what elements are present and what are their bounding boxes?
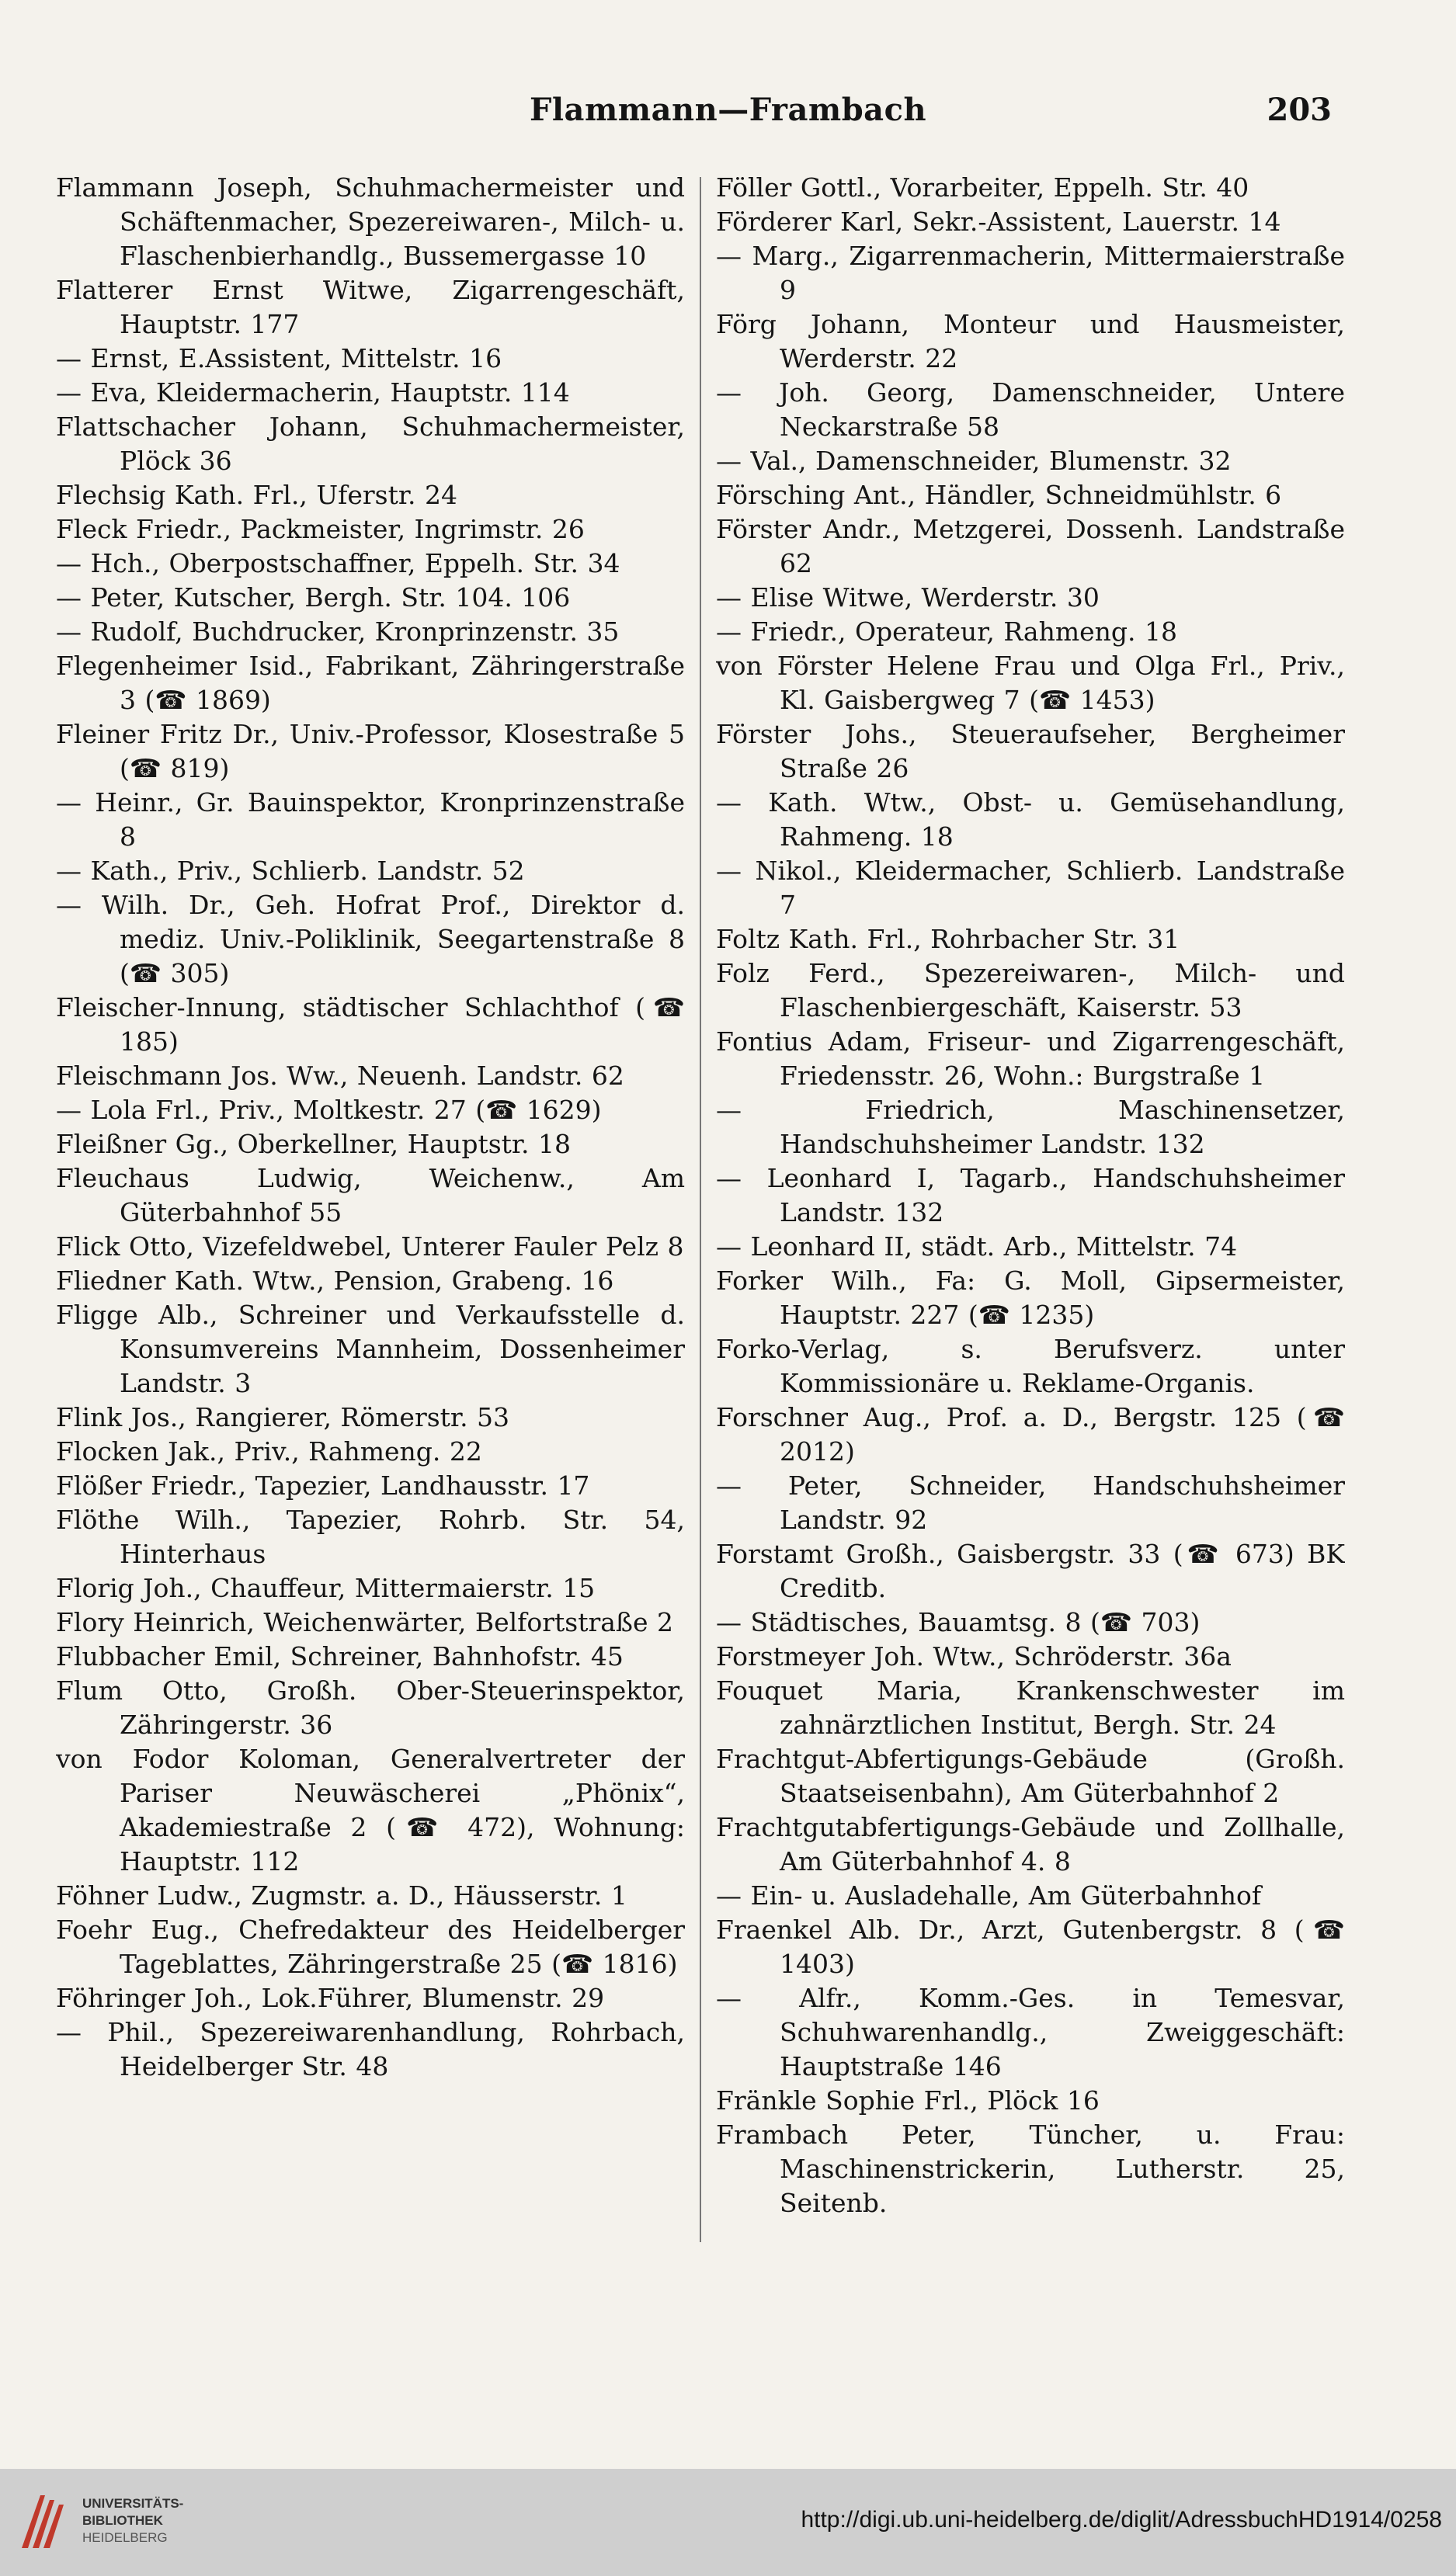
library-name-line2: BIBLIOTHEK bbox=[82, 2513, 163, 2528]
directory-entry: — Wilh. Dr., Geh. Hofrat Prof., Direktor d. mediz. Univ.-Poliklinik, Seegartenstraße 8 (☎ 305) bbox=[56, 890, 685, 988]
directory-entry: Förderer Karl, Sekr.-Assistent, Lauerstr. 14 bbox=[716, 207, 1281, 237]
directory-entry: Frachtgutabfertigungs-Gebäude und Zollhalle, Am Güterbahnhof 4. 8 bbox=[716, 1812, 1345, 1876]
directory-entry: Forstmeyer Joh. Wtw., Schröderstr. 36a bbox=[716, 1641, 1232, 1672]
directory-entry: — Städtisches, Bauamtsg. 8 (☎ 703) bbox=[716, 1607, 1201, 1637]
directory-entry: Forschner Aug., Prof. a. D., Bergstr. 125 (☎ 2012) bbox=[716, 1402, 1345, 1467]
directory-entry: Föller Gottl., Vorarbeiter, Eppelh. Str. 40 bbox=[716, 172, 1249, 203]
directory-columns bbox=[56, 171, 1345, 2283]
directory-entry: Fleischmann Jos. Ww., Neuenh. Landstr. 62 bbox=[56, 1061, 624, 1091]
directory-entry: — Alfr., Komm.-Ges. in Temesvar, Schuhwarenhandlg., Zweiggeschäft: Hauptstraße 146 bbox=[716, 1983, 1345, 2081]
directory-entry: Foehr Eug., Chefredakteur des Heidelberger Tageblattes, Zähringerstraße 25 (☎ 1816) bbox=[56, 1915, 685, 1979]
directory-entry: Flick Otto, Vizefeldwebel, Unterer Fauler Pelz 8 bbox=[56, 1231, 684, 1262]
directory-entry: Fligge Alb., Schreiner und Verkaufsstelle d. Konsumvereins Mannheim, Dossenheimer Landstr. 3 bbox=[56, 1300, 685, 1398]
directory-entry: — Eva, Kleidermacherin, Hauptstr. 114 bbox=[56, 377, 570, 408]
directory-entry: Florig Joh., Chauffeur, Mittermaierstr. 15 bbox=[56, 1573, 596, 1603]
directory-entry: Föhner Ludw., Zugmstr. a. D., Häusserstr. 1 bbox=[56, 1880, 627, 1911]
directory-entry: von Fodor Koloman, Generalvertreter der Pariser Neuwäscherei „Phönix“, Akademiestraße 2 (☎ 472), Wohnung: Hauptstr. 112 bbox=[56, 1744, 685, 1876]
directory-entry: Försching Ant., Händler, Schneidmühlstr. 6 bbox=[716, 480, 1282, 510]
directory-entry: Frambach Peter, Tüncher, u. Frau: Maschinenstrickerin, Lutherstr. 25, Seitenb. bbox=[716, 2119, 1345, 2218]
directory-entry: Flegenheimer Isid., Fabrikant, Zähringerstraße 3 (☎ 1869) bbox=[56, 651, 685, 715]
source-url-link[interactable]: http://digi.ub.uni-heidelberg.de/diglit/AdressbuchHD1914/0258 bbox=[801, 2507, 1442, 2533]
library-name-line3: HEIDELBERG bbox=[82, 2530, 168, 2545]
directory-entry: Förg Johann, Monteur und Hausmeister, Werderstr. 22 bbox=[716, 309, 1345, 373]
directory-entry: — Heinr., Gr. Bauinspektor, Kronprinzenstraße 8 bbox=[56, 787, 685, 852]
directory-entry: Fleiner Fritz Dr., Univ.-Professor, Klosestraße 5 (☎ 819) bbox=[56, 719, 685, 783]
directory-entry: — Ein- u. Ausladehalle, Am Güterbahnhof bbox=[716, 1880, 1262, 1911]
directory-entry: Flattschacher Johann, Schuhmachermeister, Plöck 36 bbox=[56, 411, 685, 476]
directory-entry: Flechsig Kath. Frl., Uferstr. 24 bbox=[56, 480, 457, 510]
directory-entry: Flocken Jak., Priv., Rahmeng. 22 bbox=[56, 1436, 482, 1467]
right-column bbox=[716, 171, 1345, 2283]
directory-entry: Folz Ferd., Spezereiwaren-, Milch- und Flaschenbiergeschäft, Kaiserstr. 53 bbox=[716, 958, 1345, 1022]
directory-entry: — Phil., Spezereiwarenhandlung, Rohrbach, Heidelberger Str. 48 bbox=[56, 2017, 685, 2081]
directory-entry: Fouquet Maria, Krankenschwester im zahnärztlichen Institut, Bergh. Str. 24 bbox=[716, 1675, 1345, 1740]
directory-entry: Flöthe Wilh., Tapezier, Rohrb. Str. 54, Hinterhaus bbox=[56, 1505, 685, 1569]
directory-entry: Foltz Kath. Frl., Rohrbacher Str. 31 bbox=[716, 924, 1180, 954]
directory-entry: — Joh. Georg, Damenschneider, Untere Neckarstraße 58 bbox=[716, 377, 1345, 442]
directory-entry: Fleuchaus Ludwig, Weichenw., Am Güterbahnhof 55 bbox=[56, 1163, 685, 1227]
directory-entry: — Lola Frl., Priv., Moltkestr. 27 (☎ 1629) bbox=[56, 1095, 602, 1125]
directory-entry: Fraenkel Alb. Dr., Arzt, Gutenbergstr. 8 (☎ 1403) bbox=[716, 1915, 1345, 1979]
directory-entry: — Rudolf, Buchdrucker, Kronprinzenstr. 35 bbox=[56, 616, 620, 647]
directory-entry: — Elise Witwe, Werderstr. 30 bbox=[716, 582, 1100, 613]
directory-entry: — Val., Damenschneider, Blumenstr. 32 bbox=[716, 446, 1232, 476]
left-column bbox=[56, 171, 685, 2283]
directory-entry: — Hch., Oberpostschaffner, Eppelh. Str. 34 bbox=[56, 548, 620, 578]
directory-entry: von Förster Helene Frau und Olga Frl., Priv., Kl. Gaisbergweg 7 (☎ 1453) bbox=[716, 651, 1345, 715]
directory-entry: Forstamt Großh., Gaisbergstr. 33 (☎ 673) BK Creditb. bbox=[716, 1539, 1345, 1603]
footer-bar bbox=[0, 2469, 1456, 2576]
directory-entry: — Nikol., Kleidermacher, Schlierb. Landstraße 7 bbox=[716, 856, 1345, 920]
directory-entry: Förster Andr., Metzgerei, Dossenh. Landstraße 62 bbox=[716, 514, 1345, 578]
directory-entry: Flum Otto, Großh. Ober-Steuerinspektor, Zähringerstr. 36 bbox=[56, 1675, 685, 1740]
directory-entry: Flößer Friedr., Tapezier, Landhausstr. 17 bbox=[56, 1470, 590, 1501]
directory-entry: Fontius Adam, Friseur- und Zigarrengeschäft, Friedensstr. 26, Wohn.: Burgstraße 1 bbox=[716, 1026, 1345, 1091]
directory-entry: — Marg., Zigarrenmacherin, Mittermaierstraße 9 bbox=[716, 241, 1345, 305]
directory-entry: Fränkle Sophie Frl., Plöck 16 bbox=[716, 2085, 1100, 2116]
directory-entry: Fleißner Gg., Oberkellner, Hauptstr. 18 bbox=[56, 1129, 572, 1159]
directory-entry: — Ernst, E.Assistent, Mittelstr. 16 bbox=[56, 343, 502, 373]
directory-entry: Föhringer Joh., Lok.Führer, Blumenstr. 29 bbox=[56, 1983, 605, 2013]
directory-entry: Flatterer Ernst Witwe, Zigarrengeschäft, Hauptstr. 177 bbox=[56, 275, 685, 339]
directory-entry: Frachtgut-Abfertigungs-Gebäude (Großh. Staatseisenbahn), Am Güterbahnhof 2 bbox=[716, 1744, 1345, 1808]
directory-entry: Fleck Friedr., Packmeister, Ingrimstr. 26 bbox=[56, 514, 585, 544]
directory-entry: — Friedr., Operateur, Rahmeng. 18 bbox=[716, 616, 1178, 647]
university-library-logo-icon bbox=[17, 2491, 71, 2553]
directory-entry: — Peter, Schneider, Handschuhsheimer Landstr. 92 bbox=[716, 1470, 1345, 1535]
column-divider bbox=[700, 177, 701, 2242]
directory-entry: — Peter, Kutscher, Bergh. Str. 104. 106 bbox=[56, 582, 571, 613]
directory-entry: — Kath. Wtw., Obst- u. Gemüsehandlung, Rahmeng. 18 bbox=[716, 787, 1345, 852]
library-name-line1: UNIVERSITÄTS- bbox=[82, 2496, 184, 2511]
directory-entry: Flory Heinrich, Weichenwärter, Belfortstraße 2 bbox=[56, 1607, 673, 1637]
directory-entry: Fleischer-Innung, städtischer Schlachthof (☎ 185) bbox=[56, 992, 685, 1057]
directory-entry: Forko-Verlag, s. Berufsverz. unter Kommissionäre u. Reklame-Organis. bbox=[716, 1334, 1345, 1398]
directory-entry: Förster Johs., Steueraufseher, Bergheimer Straße 26 bbox=[716, 719, 1345, 783]
directory-entry: — Kath., Priv., Schlierb. Landstr. 52 bbox=[56, 856, 525, 886]
directory-entry: Flammann Joseph, Schuhmachermeister und Schäftenmacher, Spezereiwaren-, Milch- u. Flaschenbierhandlg., Bussemergasse 10 bbox=[56, 172, 685, 271]
directory-entry: Flubbacher Emil, Schreiner, Bahnhofstr. 45 bbox=[56, 1641, 624, 1672]
directory-entry: Forker Wilh., Fa: G. Moll, Gipsermeister, Hauptstr. 227 (☎ 1235) bbox=[716, 1265, 1345, 1330]
directory-entry: Flink Jos., Rangierer, Römerstr. 53 bbox=[56, 1402, 510, 1432]
directory-entry: — Leonhard I, Tagarb., Handschuhsheimer Landstr. 132 bbox=[716, 1163, 1345, 1227]
page-header bbox=[0, 87, 1456, 134]
directory-entry: — Friedrich, Maschinensetzer, Handschuhsheimer Landstr. 132 bbox=[716, 1095, 1345, 1159]
directory-entry: — Leonhard II, städt. Arb., Mittelstr. 74 bbox=[716, 1231, 1238, 1262]
running-title: Flammann—Frambach bbox=[529, 92, 927, 128]
page-number: 203 bbox=[1267, 92, 1332, 128]
library-name bbox=[82, 2495, 183, 2546]
directory-entry: Fliedner Kath. Wtw., Pension, Grabeng. 16 bbox=[56, 1265, 614, 1296]
